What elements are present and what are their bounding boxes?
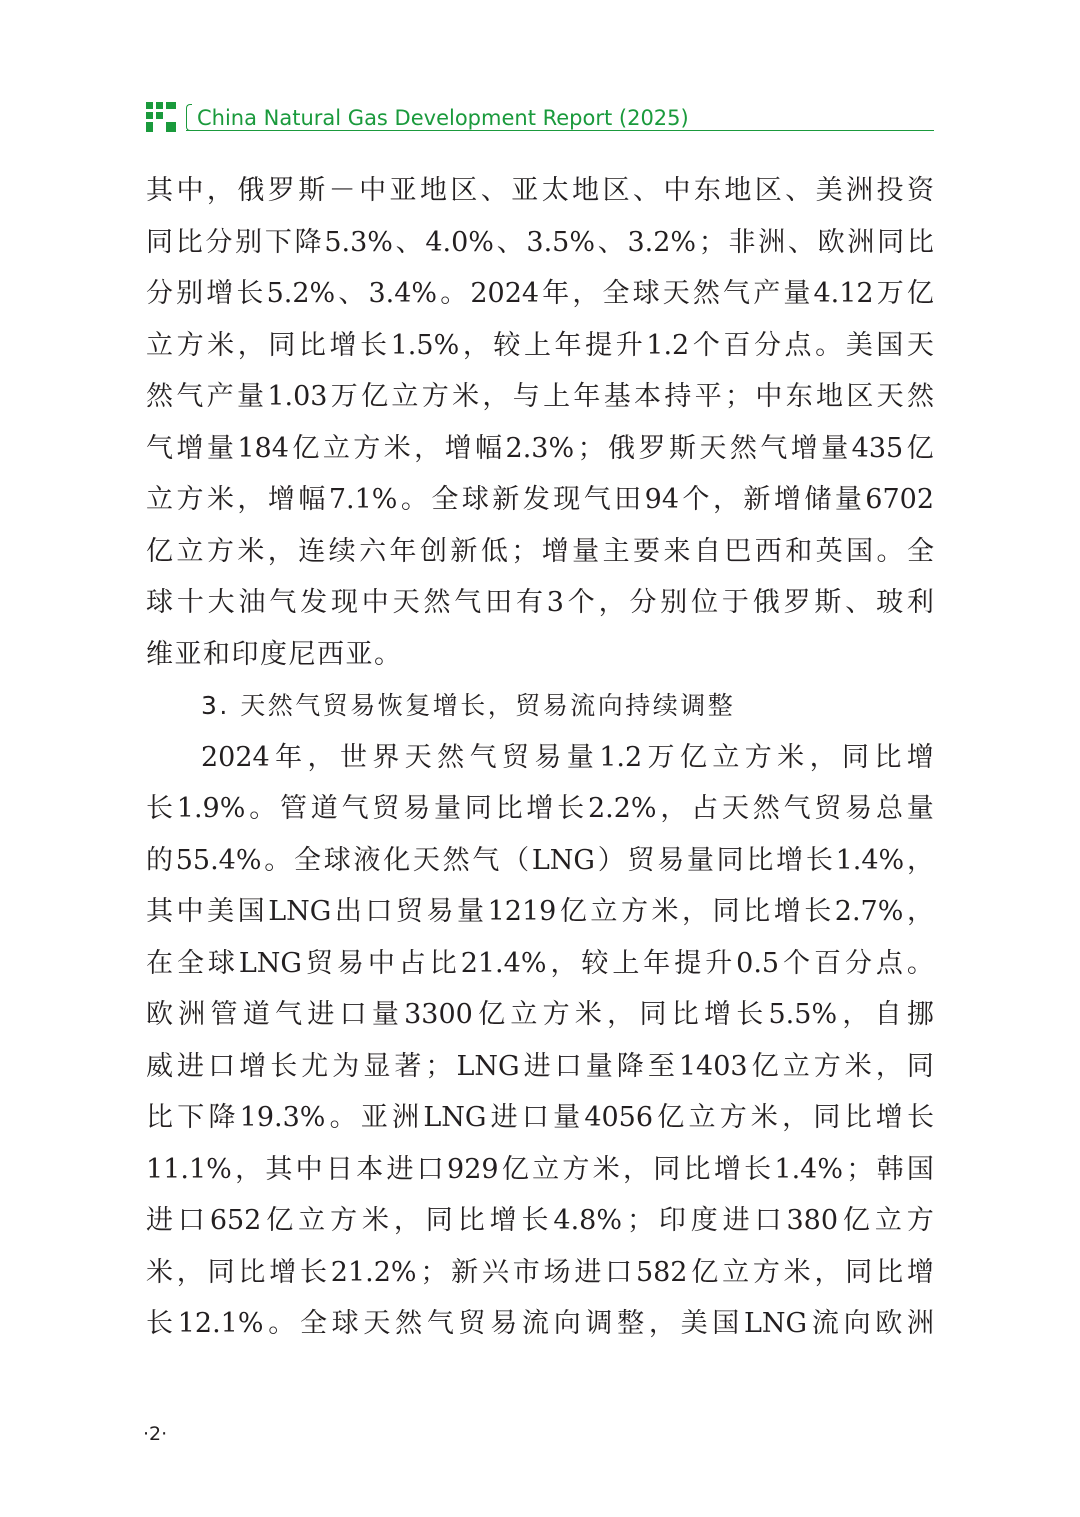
paragraph-2-line: 2024 年 ， 世 界 天 然 气 贸 易 量 1.2 万 亿 立 方 米 ， 同 比 增 [201,741,934,773]
paragraph-2-line: 11.1% ， 其 中 日 本 进 口 929 亿 立 方 米 ， 同 比 增 长 1.4% ； 韩 国 [146,1153,934,1185]
header-bracket [186,104,192,131]
paragraph-1-line: 球 十 大 油 气 发 现 中 天 然 气 田 有 3 个 ， 分 别 位 于 俄 罗 斯 、 玻 利 [146,587,934,618]
paragraph-2-line: 欧 洲 管 道 气 进 口 量 3300 亿 立 方 米 ， 同 比 增 长 5.5% ， 自 挪 [146,999,934,1030]
paragraph-1-line: 立 方 米 ， 增 幅 7.1% 。 全 球 新 发 现 气 田 94 个 ， 新 增 储 量 6702 [146,484,934,515]
paragraph-2-line: 其 中 美 国 LNG 出 口 贸 易 量 1219 亿 立 方 米 ， 同 比 增 长 2.7% ， [146,896,934,927]
paragraph-1-line: 立 方 米 ， 同 比 增 长 1.5% ， 较 上 年 提 升 1.2 个 百 分 点 。 美 国 天 [146,329,934,361]
header-divider [186,130,934,131]
running-header-title: China Natural Gas Development Report (2025) [197,106,689,130]
paragraph-2-line: 在 全 球 LNG 贸 易 中 占 比 21.4% ， 较 上 年 提 升 0.5 个 百 分 点 。 [146,947,934,979]
paragraph-2-line: 进 口 652 亿 立 方 米 ， 同 比 增 长 4.8% ； 印 度 进 口 380 亿 立 方 [146,1205,934,1236]
page-number: ·2· [143,1423,168,1445]
paragraph-2-line: 长 12.1% 。 全 球 天 然 气 贸 易 流 向 调 整 ， 美 国 LNG 流 向 欧 洲 [146,1308,934,1339]
paragraph-1-line: 分 别 增 长 5.2% 、 3.4% 。 2024 年 ， 全 球 天 然 气 产 量 4.12 万 亿 [146,278,934,309]
paragraph-1-line: 其 中 ， 俄 罗 斯 － 中 亚 地 区 、 亚 太 地 区 、 中 东 地 区 、 美 洲 投 资 [146,175,934,206]
paragraph-1-line: 然 气 产 量 1.03 万 亿 立 方 米 ， 与 上 年 基 本 持 平 ； 中 东 地 区 天 然 [146,381,934,412]
paragraph-1-line: 维亚和印度尼西亚。 [146,638,403,670]
paragraph-2-line: 威 进 口 增 长 尤 为 显 著 ； LNG 进 口 量 降 至 1403 亿 立 方 米 ， 同 [146,1050,934,1082]
report-logo-icon [146,102,176,132]
paragraph-1-line: 气 增 量 184 亿 立 方 米 ， 增 幅 2.3% ； 俄 罗 斯 天 然 气 增 量 435 亿 [146,432,934,464]
paragraph-1-line: 同 比 分 别 下 降 5.3% 、 4.0% 、 3.5% 、 3.2% ； 非 洲 、 欧 洲 同 比 [146,226,934,258]
paragraph-2-line: 比 下 降 19.3% 。 亚 洲 LNG 进 口 量 4056 亿 立 方 米 ， 同 比 增 长 [146,1102,934,1133]
section-heading: 3. 天然气贸易恢复增长，贸易流向持续调整 [201,691,736,720]
paragraph-2-line: 的 55.4% 。 全 球 液 化 天 然 气 （ LNG ） 贸 易 量 同 比 增 长 1.4% ， [146,844,934,876]
paragraph-2-line: 米 ， 同 比 增 长 21.2% ； 新 兴 市 场 进 口 582 亿 立 方 米 ， 同 比 增 [146,1256,934,1288]
paragraph-1-line: 亿 立 方 米 ， 连 续 六 年 创 新 低 ； 增 量 主 要 来 自 巴 西 和 英 国 。 全 [146,535,934,567]
paragraph-2-line: 长 1.9% 。 管 道 气 贸 易 量 同 比 增 长 2.2% ， 占 天 然 气 贸 易 总 量 [146,793,934,824]
